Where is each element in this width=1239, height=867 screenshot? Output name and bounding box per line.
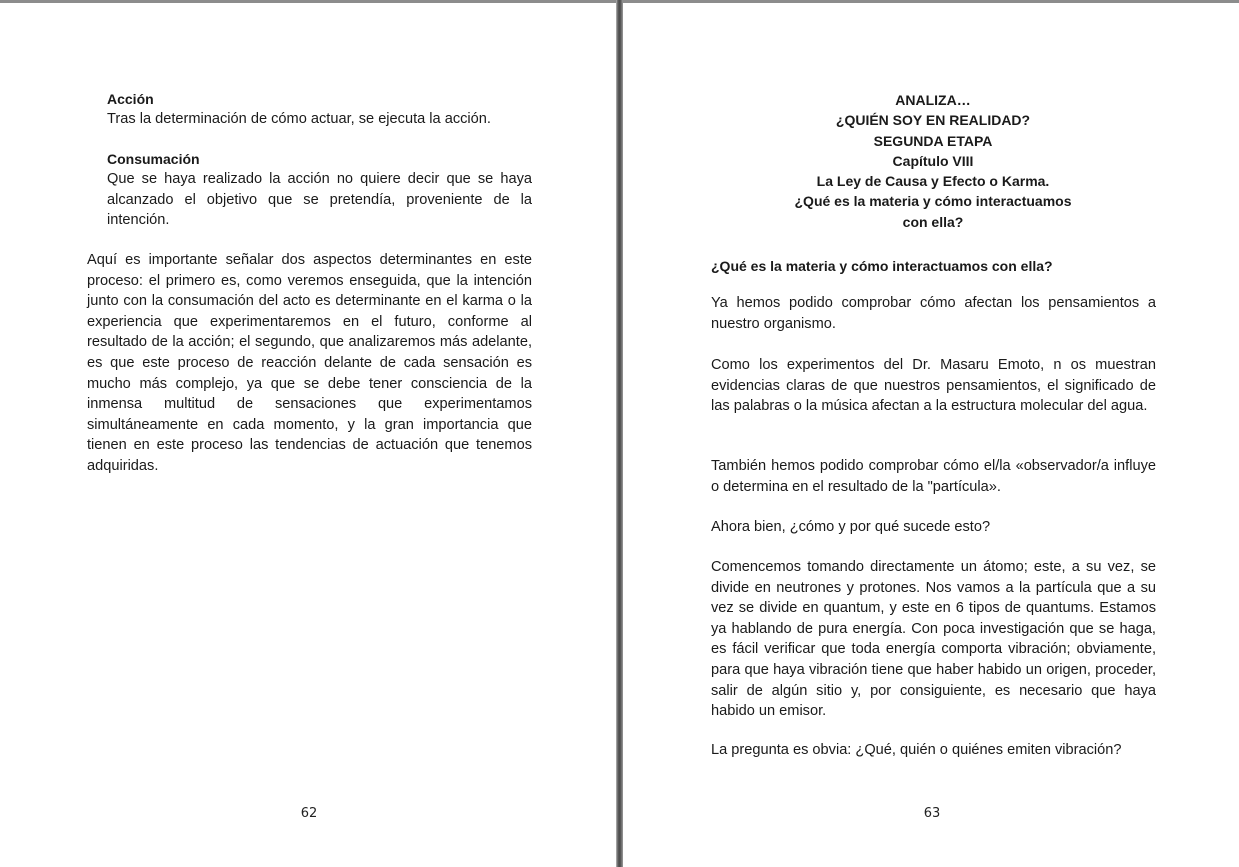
consumacion-section bbox=[107, 149, 532, 231]
consumacion-text: Que se haya realizado la acción no quiere decir que se haya alcanzado el objetivo que se pretendía, proveniente de la intención. bbox=[107, 171, 532, 229]
left-page bbox=[0, 3, 616, 867]
title-line: ¿Qué es la materia y cómo interactuamos bbox=[794, 193, 1072, 210]
accion-heading: Acción bbox=[107, 91, 154, 107]
title-line: SEGUNDA ETAPA bbox=[873, 132, 993, 149]
body-paragraph: Ahora bien, ¿cómo y por qué sucede esto? bbox=[711, 519, 991, 535]
body-paragraph: La pregunta es obvia: ¿Qué, quién o quiénes emiten vibración? bbox=[711, 742, 1122, 758]
title-line: con ella? bbox=[902, 213, 964, 230]
body-paragraph: Comencemos tomando directamente un átomo; este, a su vez, se divide en neutrones y protones. Nos vamos a la partícula que a su vez se divide en quantum, y este en 6 tipos de quantums. Estamos ya hablando de pura energía. Con poca investigación que se haga, es fácil verificar que toda energía comporta vibración; obviamente, para que haya vibración tiene que haber habido un origen, proceder, salir de algún sitio y, por consiguiente, es necesario que haya habido un emisor. bbox=[711, 559, 1156, 720]
body-paragraph: Como los experimentos del Dr. Masaru Emoto, n os muestran evidencias claras de que nuestros pensamientos, el significado de las palabras o la música afectan a la estructura molecular del agua. bbox=[711, 357, 1156, 415]
title-line: ¿QUIÉN SOY EN REALIDAD? bbox=[835, 112, 1031, 129]
page-number-right: 63 bbox=[923, 806, 941, 821]
right-page bbox=[623, 3, 1239, 867]
title-line: Capítulo VIII bbox=[892, 152, 974, 169]
body-paragraph: Ya hemos podido comprobar cómo afectan los pensamientos a nuestro organismo. bbox=[711, 295, 1156, 332]
section-subheading: ¿Qué es la materia y cómo interactuamos con ella? bbox=[711, 258, 1053, 274]
title-line: ANALIZA… bbox=[895, 92, 971, 108]
consumacion-heading: Consumación bbox=[107, 151, 200, 167]
body-paragraph: También hemos podido comprobar cómo el/la «observador/a influye o determina en el resultado de la "partícula». bbox=[711, 458, 1156, 495]
page-number-left: 62 bbox=[300, 806, 318, 821]
chapter-title-block bbox=[698, 90, 1168, 232]
title-line: La Ley de Causa y Efecto o Karma. bbox=[816, 173, 1050, 190]
left-body-paragraph: Aquí es importante señalar dos aspectos determinantes en este proceso: el primero es, como veremos enseguida, que la intención junto con la consumación del acto es determinante en el karma o la experiencia que experimentaremos en el futuro, conforme al resultado de la acción; el segundo, que analizaremos más adelante, es que este proceso de reacción delante de cada sensación es mucho más complejo, ya que se debe tener consciencia de la inmensa multitud de sensaciones que experimentamos simultáneamente en cada momento, y la gran importancia que tienen en este proceso las tendencias de actuación que tenemos adquiridas. bbox=[87, 252, 532, 474]
book-spine bbox=[616, 0, 623, 867]
accion-text: Tras la determinación de cómo actuar, se ejecuta la acción. bbox=[107, 111, 491, 127]
accion-section bbox=[107, 89, 532, 130]
